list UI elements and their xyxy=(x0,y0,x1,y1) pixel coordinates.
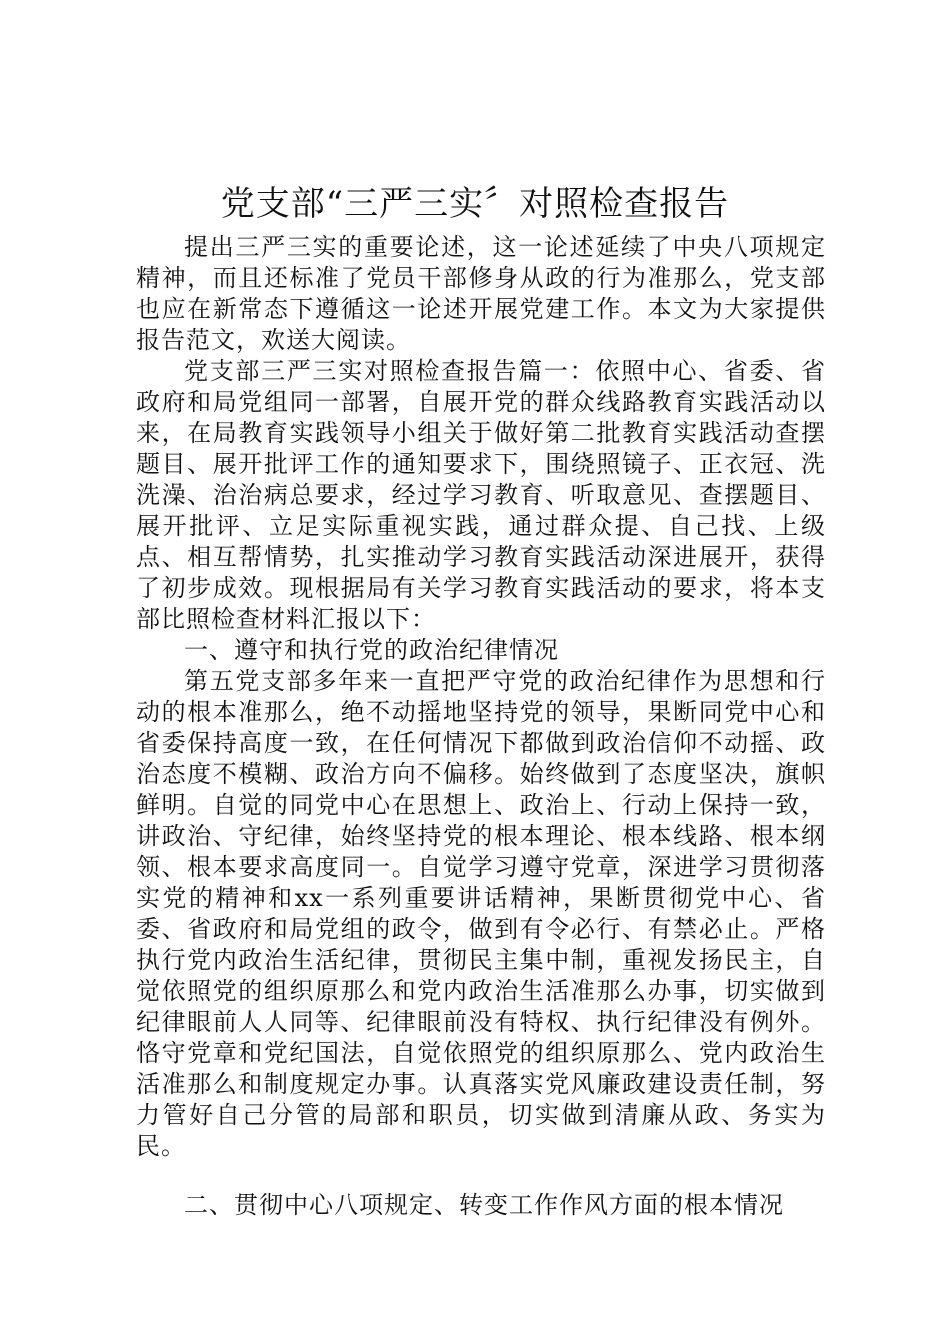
section-heading-1: 一、遵守和执行党的政治纪律情况 xyxy=(184,636,559,664)
section-heading-2: 二、贯彻中心八项规定、转变工作作风方面的根本情况 xyxy=(184,1191,784,1219)
paragraph-intro: 提出三严三实的重要论述，这一论述延续了中央八项规定精神，而且还标准了党员干部修身从政的行为准那么，党支部也应在新常态下遵循这一论述开展党建工作。本文为大家提供报告范文，欢送大阅读。 xyxy=(136,233,826,354)
paragraph-political-discipline: 第五党支部多年来一直把严守党的政治纪律作为思想和行动的根本准那么，绝不动摇地坚持党的领导，果断同党中心和省委保持高度一致，在任何情况下都做到政治信仰不动摇、政治态度不模糊、政治方向不偏移。始终做到了态度坚决，旗帜鲜明。自觉的同党中心在思想上、政治上、行动上保持一致，讲政治、守纪律，始终坚持党的根本理论、根本线路、根本纲领、根本要求高度同一。自觉学习遵守党章，深进学习贯彻落实党的精神和xx一系列重要讲话精神，果断贯彻党中心、省委、省政府和局党组的政令，做到有令必行、有禁必止。严格执行党内政治生活纪律，贯彻民主集中制，重视发扬民主，自觉依照党的组织原那么和党内政治生活准那么办事，切实做到纪律眼前人人同等、纪律眼前没有特权、执行纪律没有例外。恪守党章和党纪国法，自觉依照党的组织原那么、党内政治生活准那么和制度规定办事。认真落实党风廉政建设责任制，努力管好自己分管的局部和职员，切实做到清廉从政、务实为民。 xyxy=(136,667,826,1160)
document-title: 党支部“三严三实〞对照检查报告 xyxy=(220,184,730,224)
paragraph-report-part-one: 党支部三严三实对照检查报告篇一：依照中心、省委、省政府和局党组同一部署，自展开党的群众线路教育实践活动以来，在局教育实践领导小组关于做好第二批教育实践活动查摆题目、展开批评工作的通知要求下，围绕照镜子、正衣冠、洗洗澡、治治病总要求，经过学习教育、听取意见、查摆题目、展开批评、立足实际重视实践，通过群众提、自己找、上级点、相互帮情势，扎实推动学习教育实践活动深进展开，获得了初步成效。现根据局有关学习教育实践活动的要求，将本支部比照检查材料汇报以下： xyxy=(136,357,826,633)
document-body xyxy=(136,232,826,1221)
